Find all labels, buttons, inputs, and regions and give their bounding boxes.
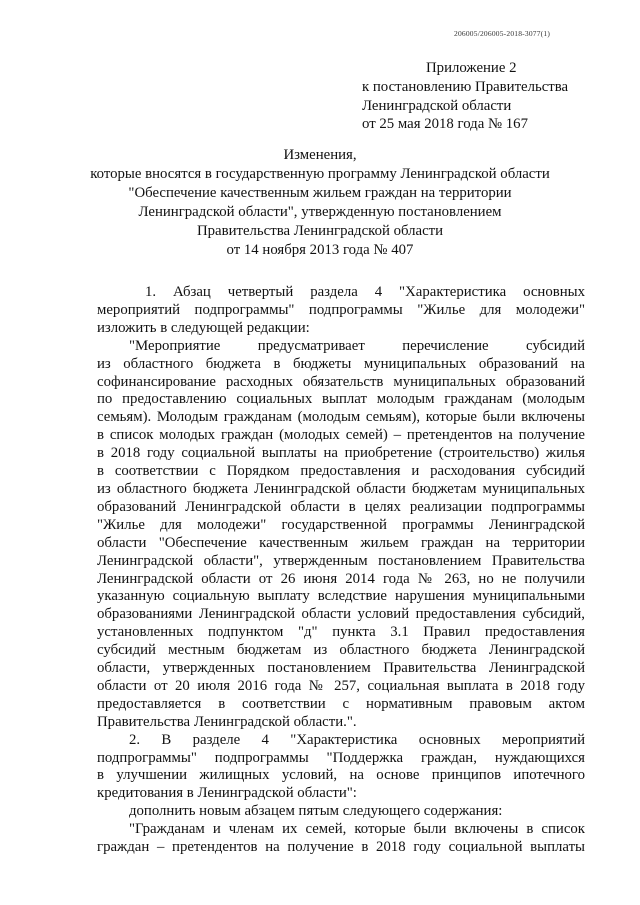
body-line: 2. В разделе 4 "Характеристика основных мероприятий [129, 731, 585, 748]
annex-line: Ленинградской области [362, 97, 512, 114]
title-line: "Обеспечение качественным жильем граждан на территории [128, 185, 512, 201]
title-line: которые вносятся в государственную программу Ленинградской области [90, 166, 550, 182]
title-line: от 14 ноября 2013 года № 407 [226, 242, 414, 258]
body-line: образованиями Ленинградской области условий предоставления субсидий, [97, 606, 585, 623]
body-line: "Мероприятие предусматривает перечисление субсидий [129, 337, 585, 354]
body-line: области "Обеспечение качественным жильем граждан на территории [97, 534, 585, 551]
body-line: в 2018 году социальной выплаты на приобретение (строительство) жилья [97, 445, 585, 462]
body-line: кредитования в Ленинградской области": [97, 785, 357, 802]
body-line: субсидий местным бюджетам из областного бюджета Ленинградской [97, 642, 585, 659]
body-line: дополнить новым абзацем пятым следующего содержания: [129, 803, 503, 820]
body-line: области от 20 июля 2016 года № 257, социальная выплата в 2018 году [97, 677, 585, 694]
body-line: из областного бюджета в бюджеты муниципальных образований на [97, 355, 585, 372]
body-line: семьям). Молодым гражданам (молодым семьям), которые были включены [97, 409, 585, 426]
title-line: Изменения, [283, 147, 357, 163]
body-line: Правительства Ленинградской области.". [97, 713, 357, 730]
title-line: Ленинградской области", утвержденную постановлением [138, 204, 502, 220]
body-line: образований Ленинградской области в целях реализации подпрограммы [97, 498, 585, 515]
body-line: в соответствии с Порядком предоставления и расходования субсидий [97, 463, 585, 480]
body-line: установленных подпунктом "д" пункта 3.1 Правил предоставления [97, 624, 585, 641]
body-line: 1. Абзац четвертый раздела 4 "Характеристика основных [145, 284, 585, 300]
body-line: предоставляется в соответствии с нормативным правовым актом [97, 695, 585, 712]
title-line: Правительства Ленинградской области [196, 223, 444, 239]
body-line: изложить в следующей редакции: [97, 319, 310, 336]
body-line: в улучшении жилищных условий, на основе принципов ипотечного [97, 767, 585, 784]
document-title [0, 146, 640, 260]
annex-header [362, 59, 622, 134]
body-line: мероприятий подпрограммы" подпрограммы "Жилье для молодежи" [97, 301, 585, 318]
body-line: по предоставлению социальных выплат молодым гражданам (молодым [97, 391, 585, 408]
body-line: граждан – претендентов на получение в 2018 году социальной выплаты [97, 839, 585, 856]
body-line: Ленинградской области", утвержденным постановлением Правительства [97, 552, 585, 569]
body-line: области, утвержденных постановлением Правительства Ленинградской [97, 660, 585, 677]
body-line: из областного бюджета Ленинградской области бюджетам муниципальных [97, 480, 585, 497]
annex-line: Приложение 2 [426, 60, 517, 76]
body-line: Ленинградской области от 26 июня 2014 года № 263, но не получили [97, 570, 585, 587]
body-line: в список молодых граждан (молодых семей) – претендентов на получение [97, 427, 585, 444]
annex-line: к постановлению Правительства [362, 78, 569, 95]
document-body [97, 284, 585, 857]
body-line: "Гражданам и членам их семей, которые были включены в список [129, 821, 585, 838]
body-line: "Жилье для молодежи" государственной программы Ленинградской [97, 516, 585, 533]
document-registration-number: 206005/206005-2018-3077(1) [454, 29, 551, 38]
body-line: софинансирование расходных обязательств муниципальных образований [97, 373, 585, 390]
body-line: подпрограммы" подпрограммы "Поддержка граждан, нуждающихся [97, 749, 585, 766]
annex-line: от 25 мая 2018 года № 167 [362, 116, 528, 133]
body-line: указанную социальную выплату вследствие нарушения муниципальными [97, 588, 585, 605]
